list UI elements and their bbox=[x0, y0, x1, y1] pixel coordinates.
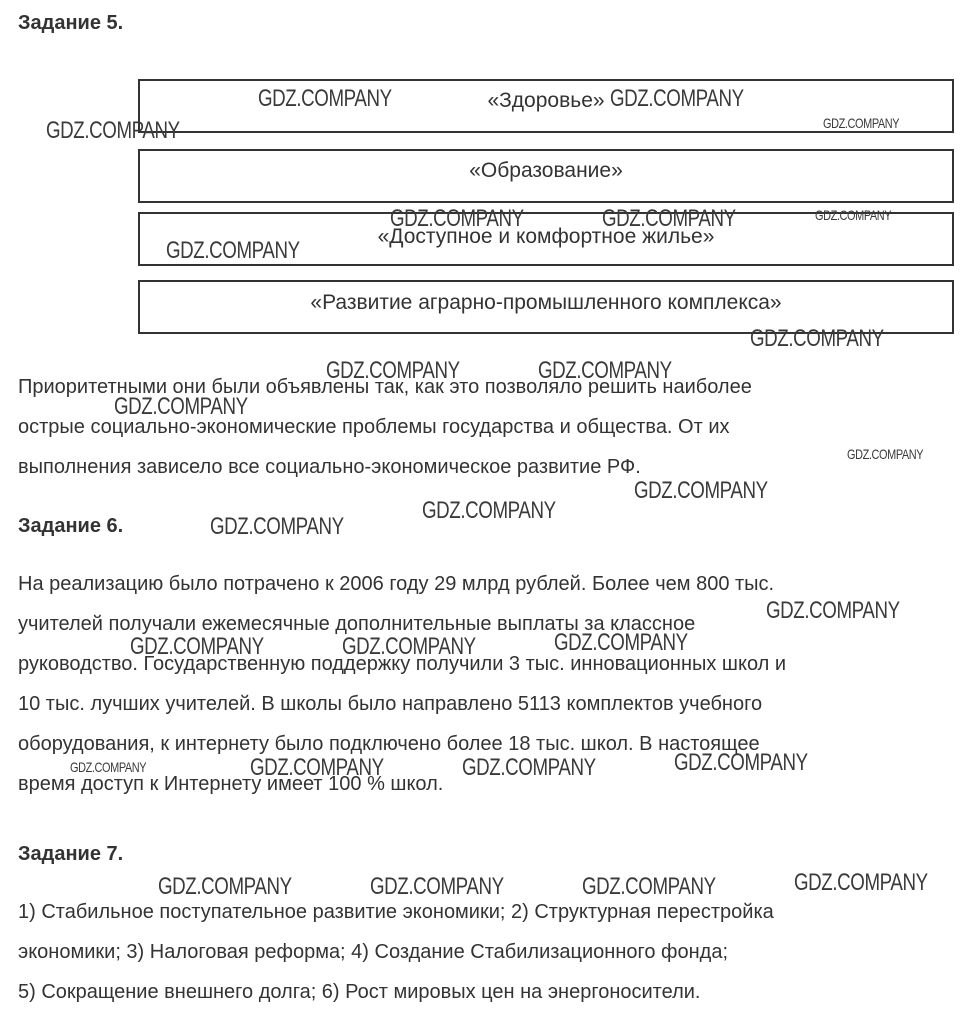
watermark: GDZ.COMPANY bbox=[815, 207, 892, 223]
watermark: GDZ.COMPANY bbox=[250, 754, 384, 781]
watermark: GDZ.COMPANY bbox=[554, 629, 688, 656]
watermark: GDZ.COMPANY bbox=[258, 85, 392, 112]
watermark: GDZ.COMPANY bbox=[582, 873, 716, 900]
text-line: острые социально-экономические проблемы государства и общества. От их bbox=[18, 416, 730, 438]
text-line: экономики; 3) Налоговая реформа; 4) Создание Стабилизационного фонда; bbox=[18, 941, 729, 963]
text-line: учителей получали ежемесячные дополнительные выплаты за классное bbox=[18, 613, 696, 635]
priority-box-label: «Доступное и комфортное жилье» bbox=[377, 225, 715, 248]
watermark: GDZ.COMPANY bbox=[210, 513, 344, 540]
text-line: 10 тыс. лучших учителей. В школы было направлено 5113 комплектов учебного bbox=[18, 693, 763, 715]
task5-heading: Задание 5. bbox=[18, 12, 124, 34]
priority-box-label: «Здоровье» bbox=[487, 89, 605, 112]
watermark: GDZ.COMPANY bbox=[794, 869, 928, 896]
watermark: GDZ.COMPANY bbox=[166, 237, 300, 264]
text-line: Приоритетными они были объявлены так, как это позволяло решить наиболее bbox=[18, 376, 752, 398]
task7-paragraph bbox=[18, 892, 948, 1012]
watermark: GDZ.COMPANY bbox=[674, 749, 808, 776]
watermark: GDZ.COMPANY bbox=[114, 393, 248, 420]
watermark: GDZ.COMPANY bbox=[766, 597, 900, 624]
task5-paragraph bbox=[18, 367, 948, 487]
text-line: На реализацию было потрачено к 2006 году 29 млрд рублей. Более чем 800 тыс. bbox=[18, 573, 775, 595]
watermark: GDZ.COMPANY bbox=[158, 873, 292, 900]
text-line: 5) Сокращение внешнего долга; 6) Рост мировых цен на энергоносители. bbox=[18, 981, 701, 1003]
priority-box-label: «Образование» bbox=[469, 159, 623, 182]
watermark: GDZ.COMPANY bbox=[610, 85, 744, 112]
watermark: GDZ.COMPANY bbox=[462, 754, 596, 781]
watermark: GDZ.COMPANY bbox=[538, 357, 672, 384]
watermark: GDZ.COMPANY bbox=[634, 477, 768, 504]
watermark: GDZ.COMPANY bbox=[602, 205, 736, 232]
priority-box-education bbox=[138, 149, 954, 203]
text-line: 1) Стабильное поступательное развитие экономики; 2) Структурная перестройка bbox=[18, 901, 774, 923]
watermark: GDZ.COMPANY bbox=[46, 117, 180, 144]
watermark: GDZ.COMPANY bbox=[342, 633, 476, 660]
watermark: GDZ.COMPANY bbox=[70, 759, 147, 775]
watermark: GDZ.COMPANY bbox=[847, 446, 924, 462]
watermark: GDZ.COMPANY bbox=[422, 497, 556, 524]
watermark: GDZ.COMPANY bbox=[390, 205, 524, 232]
watermark: GDZ.COMPANY bbox=[823, 115, 900, 131]
watermark: GDZ.COMPANY bbox=[750, 325, 884, 352]
text-line: руководство. Государственную поддержку получили 3 тыс. инновационных школ и bbox=[18, 653, 787, 675]
watermark: GDZ.COMPANY bbox=[326, 357, 460, 384]
text-line: время доступ к Интернету имеет 100 % школ. bbox=[18, 773, 444, 795]
task6-heading: Задание 6. bbox=[18, 515, 124, 537]
text-line: оборудования, к интернету было подключено более 18 тыс. школ. В настоящее bbox=[18, 733, 760, 755]
task7-heading: Задание 7. bbox=[18, 843, 124, 865]
watermark: GDZ.COMPANY bbox=[130, 633, 264, 660]
watermark: GDZ.COMPANY bbox=[370, 873, 504, 900]
priority-box-label: «Развитие аграрно-промышленного комплекса» bbox=[310, 291, 782, 314]
text-line: выполнения зависело все социально-экономическое развитие РФ. bbox=[18, 456, 641, 478]
